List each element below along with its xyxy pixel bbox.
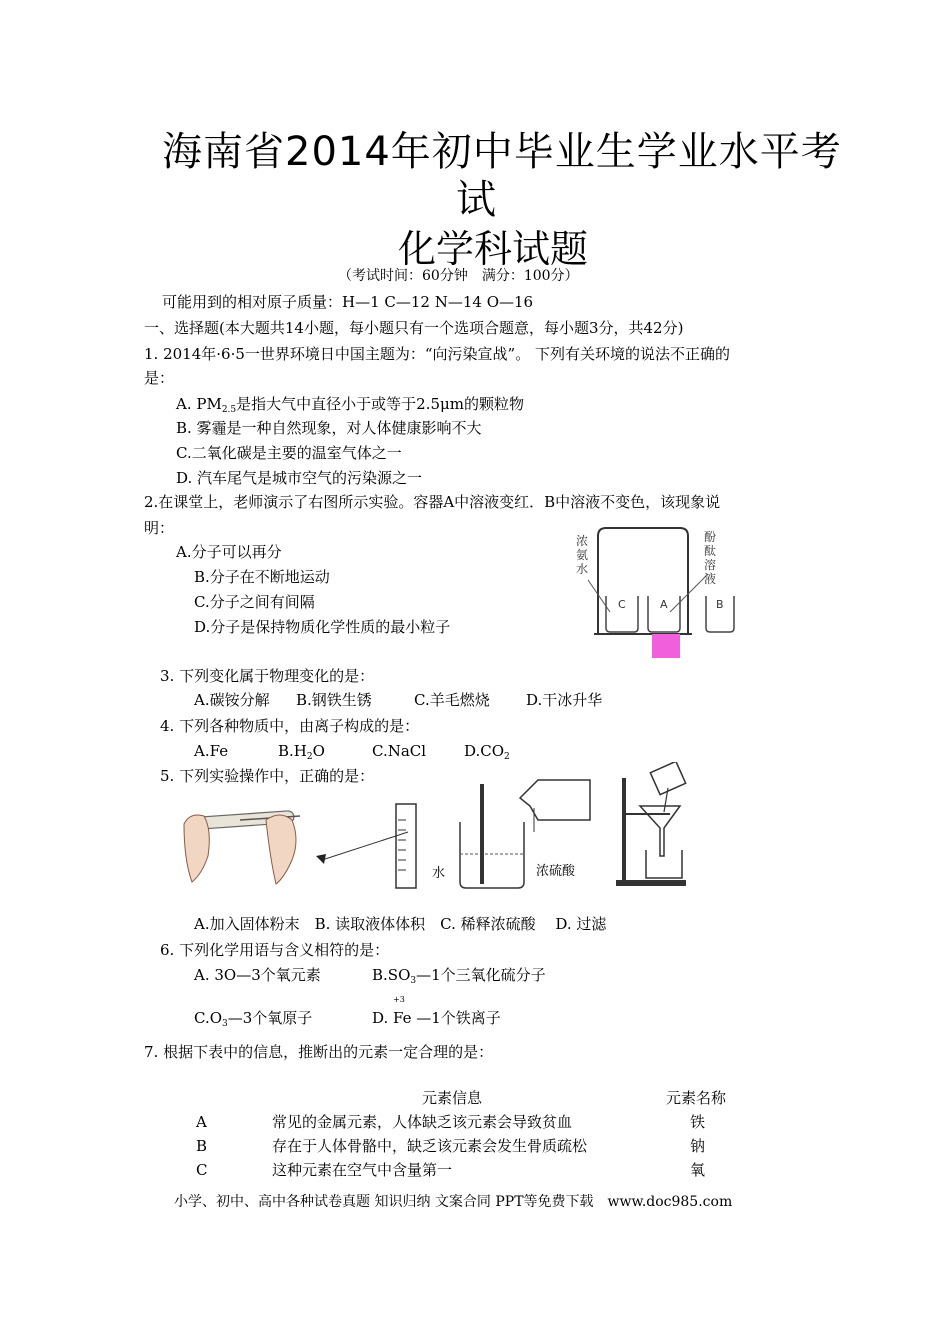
q3-option-d: D.干冰升华 (526, 691, 603, 709)
beaker-c-label: C (618, 598, 626, 611)
q5-stem: 5. 下列实验操作中，正确的是： (160, 767, 375, 785)
reagent-bottle (520, 780, 590, 820)
q1-option-a: A. $PM_{2.5}$是指大气中直径小于或等于2.5μm的颗粒物 (176, 395, 524, 415)
q4-option-a: A.Fe (194, 742, 229, 760)
q3-option-c: C.羊毛燃烧 (414, 691, 490, 709)
q3-stem: 3. 下列变化属于物理变化的是： (160, 667, 375, 685)
q2-option-a: A.分子可以再分 (176, 543, 282, 561)
table-row-b-name: 钠 (690, 1137, 706, 1155)
section-heading: 一、选择题(本大题共14小题，每小题只有一个选项合题意，每小题3分，共42分) (144, 319, 684, 337)
q1-option-c: C.二氧化碳是主要的温室气体之一 (176, 444, 402, 462)
figure-add-powder (180, 800, 310, 890)
q6-option-c: $C.O_3—3$个氧原子 (194, 1009, 313, 1029)
left-hand (184, 815, 209, 882)
q6-option-a: A. 3O—3个氧元素 (194, 966, 321, 984)
table-row-a-label: A (196, 1113, 207, 1131)
q1-option-b: B. 雾霾是一种自然现象，对人体健康影响不大 (176, 419, 482, 437)
q4-option-d: $D.CO_2$ (464, 742, 510, 762)
stand-base (616, 880, 686, 886)
graduated-cylinder (396, 804, 416, 888)
q6-option-b: $B.SO_3—1$个三氧化硫分子 (372, 966, 546, 986)
beaker-a-label: A (660, 598, 668, 611)
title-line-2: 试 (456, 177, 497, 223)
q6-stem: 6. 下列化学用语与含义相符的是： (160, 941, 390, 959)
table-header-name: 元素名称 (666, 1089, 727, 1107)
q2-option-b: B.分子在不断地运动 (194, 568, 330, 586)
table-row-a-info: 常见的金属元素，人体缺乏该元素会导致贫血 (272, 1113, 573, 1131)
table-row-c-label: C (196, 1161, 208, 1179)
q5-options: A.加入固体粉末 B. 读取液体体积 C. 稀释浓硫酸 D. 过滤 (194, 915, 607, 933)
beaker (460, 822, 524, 888)
table-row-b-label: B (196, 1137, 208, 1155)
figure-filtration (610, 762, 720, 890)
figure-read-volume (312, 800, 432, 892)
subtitle: 化学科试题 (398, 227, 589, 271)
acid-label: 浓硫酸 (536, 864, 576, 879)
exam-info: （考试时间：60分钟 满分：100分） (338, 268, 579, 284)
beaker-b-label: B (716, 598, 724, 611)
phenolphthalein-label: 酚酞溶液 (704, 530, 717, 586)
table-row-c-info: 这种元素在空气中含量第一 (272, 1161, 453, 1179)
q3-option-b: B.钢铁生锈 (296, 691, 372, 709)
q6-option-d-charge: +3 (393, 995, 405, 1004)
molecule-experiment-figure (570, 522, 750, 640)
q2-stem: 2.在课堂上，老师演示了右图所示实验。容器A中溶液变红．B中溶液不变色，该现象说 (144, 493, 721, 511)
q3-option-a: A.碳铵分解 (194, 691, 270, 709)
table-row-a-name: 铁 (690, 1113, 706, 1131)
eye-icon (316, 854, 326, 864)
q7-stem: 7. 根据下表中的信息，推断出的元素一定合理的是： (144, 1043, 494, 1061)
table-row-c-name: 氧 (690, 1161, 706, 1179)
table-row-b-info: 存在于人体骨骼中，缺乏该元素会发生骨质疏松 (272, 1137, 588, 1155)
q2-stem-cont: 明： (144, 519, 175, 537)
stand-rod (622, 778, 626, 882)
atomic-masses: 可能用到的相对原子质量：H—1 C—12 N—14 O—16 (162, 293, 534, 311)
ammonia-label: 浓氨水 (576, 534, 589, 576)
highlight-marker (652, 634, 680, 658)
sight-line (322, 832, 408, 860)
q2-option-d: D.分子是保持物质化学性质的最小粒子 (194, 618, 451, 636)
footer-text: 小学、初中、高中各种试卷真题 知识归纳 文案合同 PPT等免费下载 www.doc985.com (174, 1194, 733, 1210)
q4-option-b: $B.H_2O$ (278, 742, 325, 762)
q6-option-d: D. Fe —1个铁离子 (372, 1009, 501, 1027)
q1-stem: 1. 2014年·6·5一世界环境日中国主题为：“向污染宣战”。 下列有关环境的说法不正确的 (144, 345, 730, 363)
q2-option-c: C.分子之间有间隔 (194, 593, 315, 611)
q4-option-c: C.NaCl (372, 742, 427, 760)
right-hand (266, 815, 296, 884)
glass-rod (480, 784, 484, 884)
q1-option-d: D. 汽车尾气是城市空气的污染源之一 (176, 469, 423, 487)
bell-jar (598, 528, 688, 634)
q4-stem: 4. 下列各种物质中，由离子构成的是： (160, 717, 420, 735)
title-line-1: 海南省2014年初中毕业生学业水平考 (162, 129, 842, 175)
table-header-info: 元素信息 (422, 1089, 483, 1107)
q1-stem-cont: 是： (144, 369, 175, 387)
water-label: 水 (432, 866, 446, 881)
